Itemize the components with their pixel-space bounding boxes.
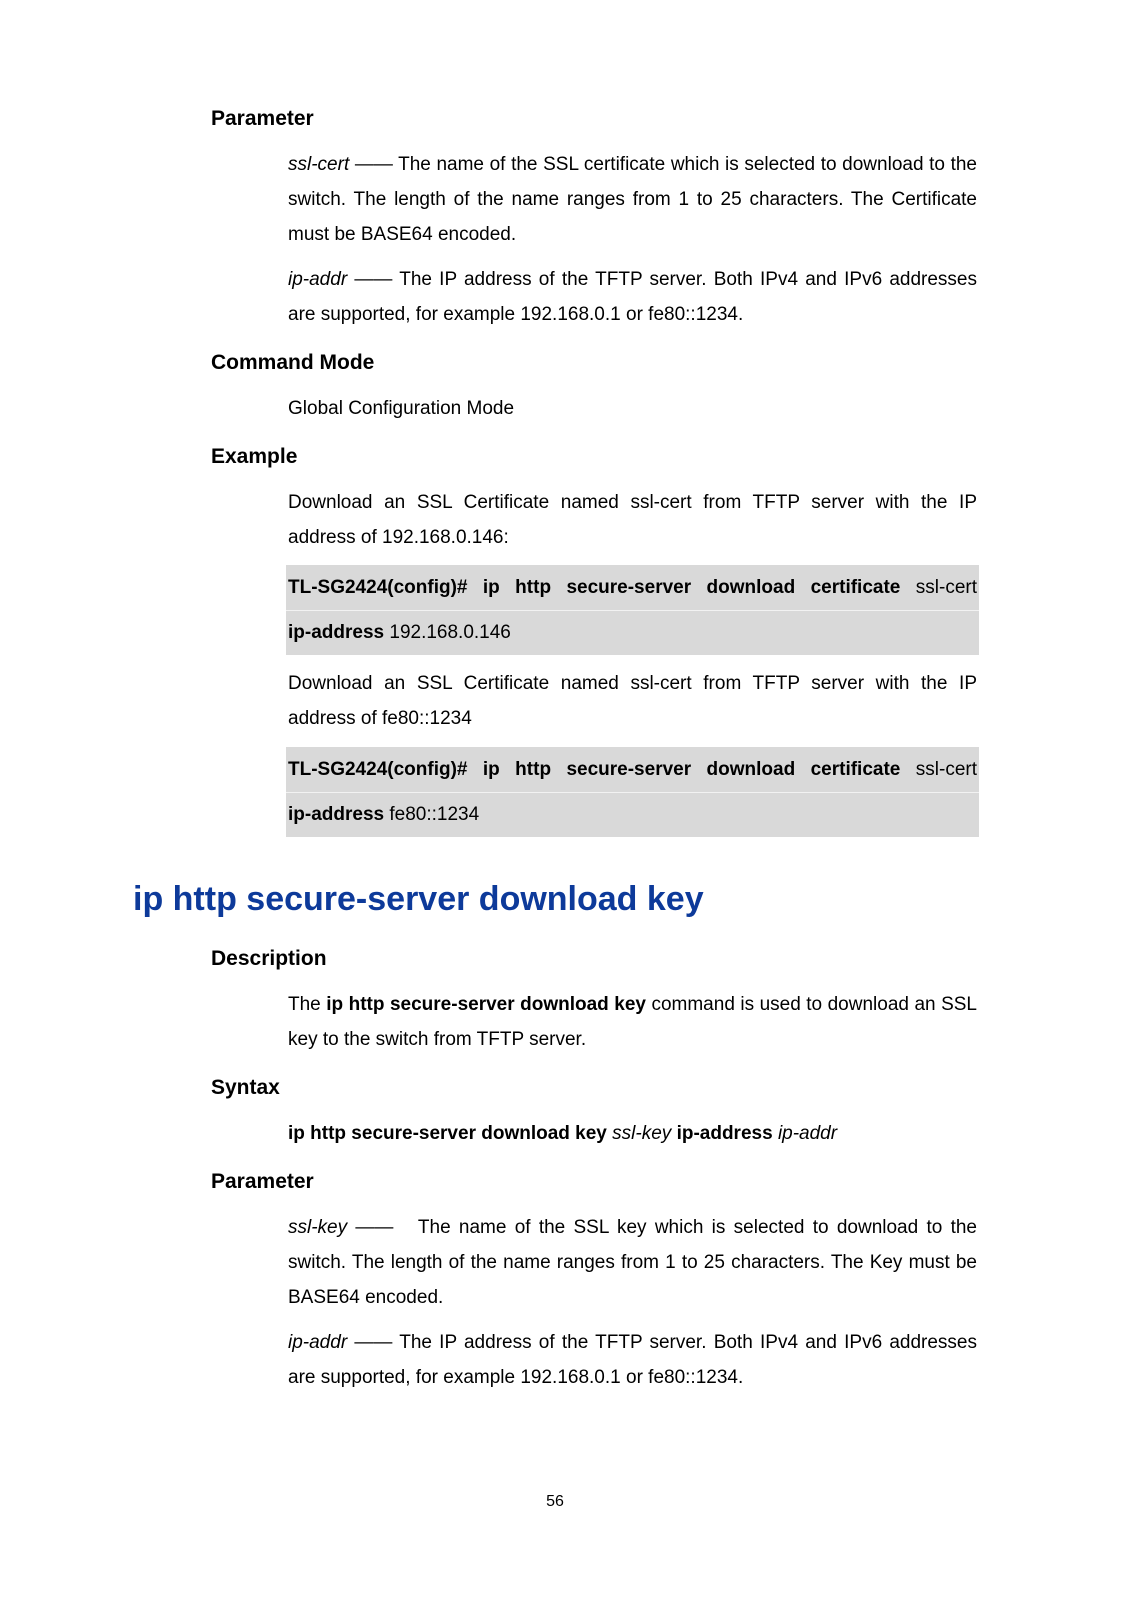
parameter-heading: Parameter (211, 107, 314, 130)
param-dash: —— (347, 269, 400, 290)
command-mode-text: Global Configuration Mode (288, 398, 515, 419)
code-line (288, 610, 977, 655)
syntax-heading: Syntax (211, 1076, 280, 1099)
code-value: 192.168.0.146 (384, 622, 511, 643)
example-heading: Example (211, 445, 298, 468)
command-name: ip http secure-server download key (288, 1123, 607, 1144)
code-arg: ssl-cert (900, 577, 978, 598)
syntax-keyword: ip-address (676, 1123, 773, 1144)
description-heading: Description (211, 947, 327, 970)
param-description: The name of the SSL certificate which is selected to download to the switch. The length of the name ranges from 1 to 25 characters. The Certificate must be BASE64 encoded. (288, 154, 978, 245)
command-name: ip http secure-server download key (326, 994, 646, 1015)
code-line (288, 747, 977, 792)
param-description: The IP address of the TFTP server. Both IPv4 and IPv6 addresses are supported, for example 192.168.0.1 or fe80::1234. (288, 1332, 978, 1388)
param-ip-addr (288, 1325, 977, 1395)
code-line (288, 792, 977, 837)
code-keyword: ip-address (288, 622, 385, 643)
param-ssl-cert (288, 147, 977, 252)
example1-code-block (286, 565, 979, 655)
command-mode-heading: Command Mode (211, 351, 375, 374)
param-name: ip-addr (288, 269, 348, 290)
section-title: ip http secure-server download key (133, 880, 704, 918)
code-command: TL-SG2424(config)# ip http secure-server download certificate (288, 759, 901, 780)
param-description: The IP address of the TFTP server. Both IPv4 and IPv6 addresses are supported, for example 192.168.0.1 or fe80::1234. (288, 269, 978, 325)
code-value: fe80::1234 (384, 804, 480, 825)
param-name: ssl-cert (288, 154, 350, 175)
param-description: The name of the SSL key which is selected to download to the switch. The length of the name ranges from 1 to 25 characters. The Key must be BASE64 encoded. (288, 1217, 977, 1308)
code-command: TL-SG2424(config)# ip http secure-server download certificate (288, 577, 901, 598)
param-dash: —— (347, 1217, 418, 1238)
example2-text: Download an SSL Certificate named ssl-cert from TFTP server with the IP address of fe80::1234 (288, 673, 977, 729)
syntax-arg: ip-addr (777, 1123, 838, 1144)
page-number: 56 (546, 1493, 564, 1510)
example1-text: Download an SSL Certificate named ssl-cert from TFTP server with the IP address of 192.168.0.146: (288, 492, 977, 548)
code-keyword: ip-address (288, 804, 385, 825)
description-text (288, 987, 977, 1057)
syntax-text (288, 1116, 977, 1151)
example2-code-block (286, 747, 979, 837)
param-ip-addr (288, 262, 977, 332)
code-arg: ssl-cert (900, 759, 978, 780)
param-dash: —— (349, 154, 399, 175)
parameter-heading: Parameter (211, 1170, 314, 1193)
param-name: ssl-key (288, 1217, 348, 1238)
param-dash: —— (347, 1332, 400, 1353)
param-ssl-key (288, 1210, 977, 1315)
syntax-arg: ssl-key (612, 1123, 672, 1144)
text: command is used to download an SSL key to the switch from TFTP server. (288, 994, 977, 1050)
text: The (288, 994, 327, 1015)
code-line (288, 565, 977, 610)
param-name: ip-addr (288, 1332, 348, 1353)
